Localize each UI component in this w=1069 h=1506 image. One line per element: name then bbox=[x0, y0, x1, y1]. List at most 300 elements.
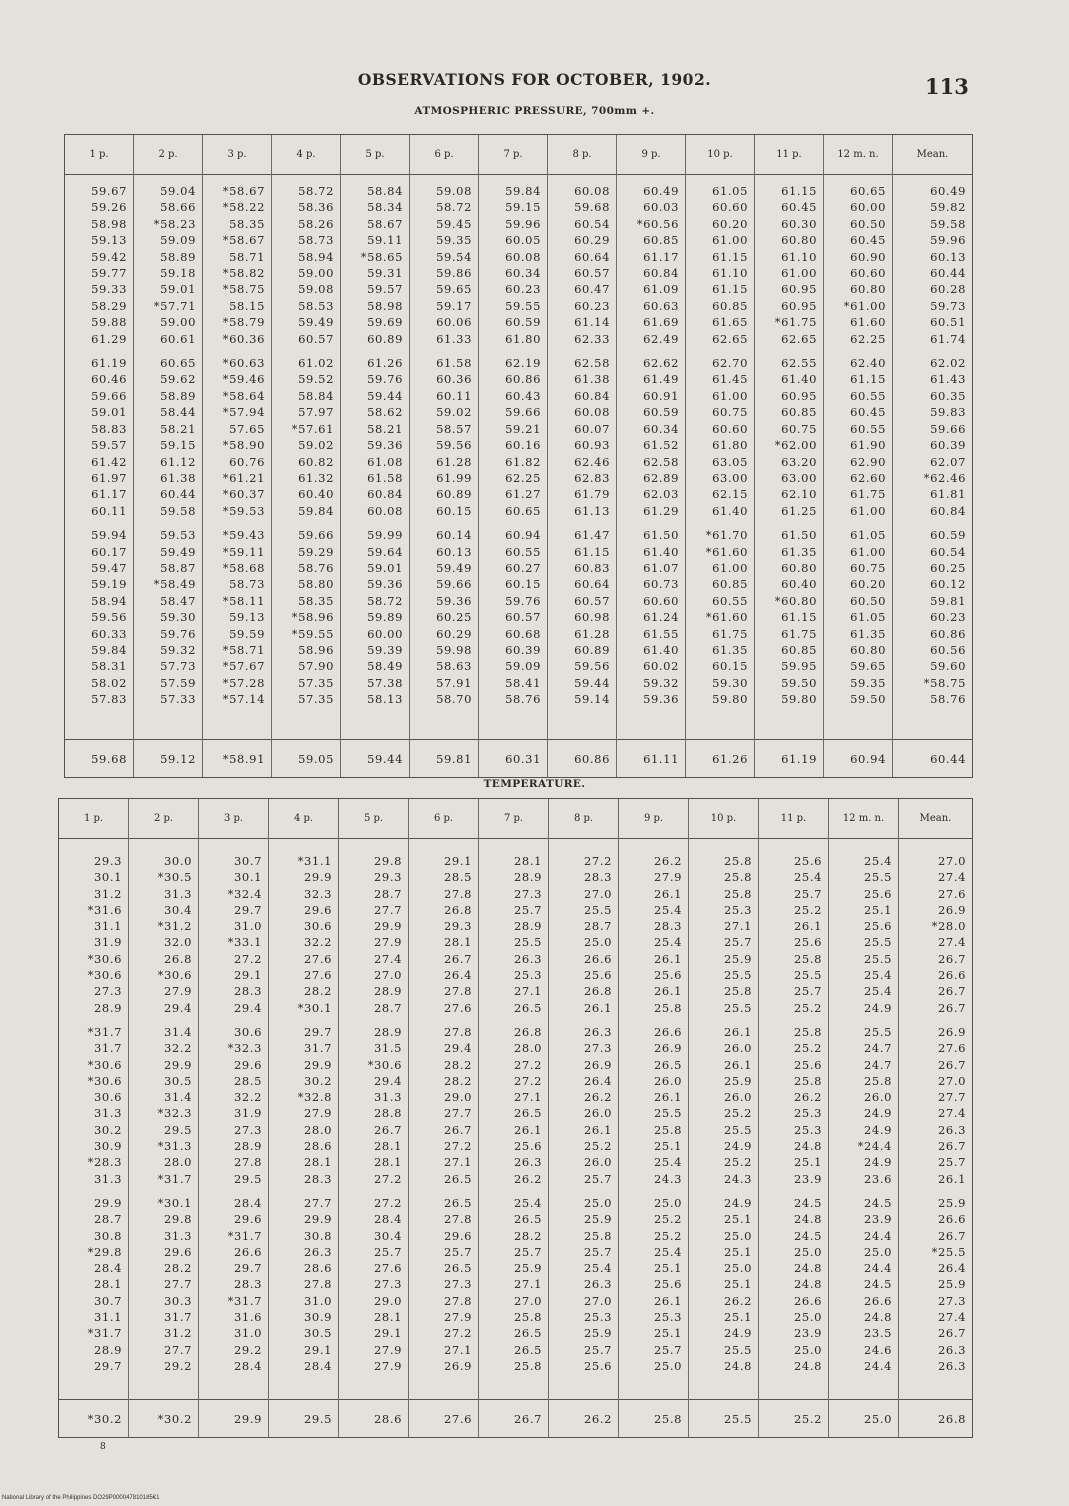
pressure-cell: *57.67 bbox=[222, 659, 265, 674]
temperature-cell: *32.4 bbox=[227, 886, 262, 901]
pressure-cell: 60.08 bbox=[574, 184, 610, 198]
temperature-cell: 31.0 bbox=[233, 1326, 262, 1341]
temperature-cell: 25.2 bbox=[653, 1212, 682, 1227]
temperature-cell: 25.7 bbox=[583, 1342, 612, 1357]
pressure-cell: 60.55 bbox=[712, 593, 748, 608]
temperature-cell: 27.9 bbox=[653, 870, 682, 885]
pressure-cell: 60.65 bbox=[160, 356, 196, 371]
temperature-cell: 25.2 bbox=[583, 1139, 612, 1154]
temperature-cell: 27.3 bbox=[443, 1277, 472, 1292]
temperature-day-group bbox=[158, 853, 192, 1016]
pressure-cell: 58.26 bbox=[298, 216, 334, 231]
temperature-cell: 27.2 bbox=[513, 1057, 542, 1072]
pressure-monthly-mean: 61.26 bbox=[686, 739, 754, 777]
temperature-cell: 30.4 bbox=[373, 1228, 402, 1243]
pressure-cell: 59.02 bbox=[298, 438, 334, 453]
pressure-cell: 61.15 bbox=[850, 372, 886, 387]
pressure-column bbox=[134, 135, 203, 777]
pressure-cell: 58.73 bbox=[298, 233, 334, 248]
pressure-cell: 61.49 bbox=[643, 372, 679, 387]
pressure-cell: 58.35 bbox=[298, 593, 334, 608]
temperature-cell: 27.7 bbox=[443, 1106, 472, 1121]
temperature-cell: 28.9 bbox=[513, 919, 542, 934]
temperature-cell: 25.4 bbox=[653, 1244, 682, 1259]
pressure-day-group bbox=[436, 355, 472, 519]
temperature-cell: 25.4 bbox=[793, 870, 822, 885]
pressure-cell: 60.44 bbox=[930, 266, 966, 281]
pressure-cell: 60.15 bbox=[436, 503, 472, 518]
temperature-cell: 25.8 bbox=[863, 1073, 892, 1088]
pressure-cell: *58.67 bbox=[222, 233, 265, 248]
pressure-cell: 59.29 bbox=[298, 544, 334, 559]
pressure-cell: 58.89 bbox=[160, 388, 196, 403]
temperature-cell: 26.1 bbox=[653, 886, 682, 901]
pressure-cell: 59.84 bbox=[91, 642, 127, 657]
pressure-cell: 61.05 bbox=[850, 610, 886, 625]
temperature-day-group bbox=[858, 1024, 892, 1187]
pressure-cell: 61.40 bbox=[781, 372, 817, 387]
pressure-cell: 58.94 bbox=[298, 249, 334, 264]
temperature-cell: 26.6 bbox=[583, 951, 612, 966]
pressure-cell: 59.00 bbox=[298, 266, 334, 281]
pressure-cell: 62.62 bbox=[643, 356, 679, 371]
temperature-cell: 28.9 bbox=[233, 1139, 262, 1154]
temperature-cell: 25.7 bbox=[653, 1342, 682, 1357]
pressure-cell: 58.29 bbox=[91, 298, 127, 313]
pressure-cell: 59.36 bbox=[643, 692, 679, 707]
temperature-column-header: 10 p. bbox=[689, 799, 758, 839]
temperature-day-group bbox=[304, 1195, 332, 1374]
pressure-day-group bbox=[775, 355, 817, 519]
temperature-cell: 29.1 bbox=[373, 1326, 402, 1341]
temperature-cell: 25.1 bbox=[793, 1155, 822, 1170]
temperature-cell: 25.4 bbox=[863, 968, 892, 983]
temperature-cell: 25.9 bbox=[937, 1195, 966, 1210]
temperature-cell: 25.8 bbox=[793, 1073, 822, 1088]
temperature-cell: 31.3 bbox=[163, 886, 192, 901]
pressure-cell: 58.47 bbox=[160, 593, 196, 608]
temperature-cell: 27.0 bbox=[937, 854, 966, 868]
temperature-cell: 29.2 bbox=[163, 1358, 192, 1373]
pressure-cell: 59.42 bbox=[91, 249, 127, 264]
temperature-day-group bbox=[374, 853, 402, 1016]
temperature-cell: 23.5 bbox=[863, 1326, 892, 1341]
pressure-cell: 59.49 bbox=[298, 315, 334, 330]
pressure-cell: 61.80 bbox=[712, 438, 748, 453]
pressure-day-group bbox=[154, 527, 196, 707]
temperature-cell: 27.1 bbox=[513, 1277, 542, 1292]
temperature-cell: 25.6 bbox=[793, 935, 822, 950]
pressure-cell: 58.84 bbox=[298, 388, 334, 403]
temperature-cell: 24.9 bbox=[863, 1106, 892, 1121]
temperature-cell: 29.6 bbox=[303, 902, 332, 917]
temperature-monthly-mean: 26.2 bbox=[549, 1399, 618, 1437]
pressure-cell: 59.76 bbox=[367, 372, 403, 387]
pressure-cell: 59.17 bbox=[436, 298, 472, 313]
temperature-cell: 24.8 bbox=[793, 1261, 822, 1276]
pressure-cell: 60.50 bbox=[850, 216, 886, 231]
temperature-cell: *31.7 bbox=[157, 1171, 192, 1186]
temperature-cell: 25.7 bbox=[513, 1244, 542, 1259]
pressure-cell: 59.19 bbox=[91, 577, 127, 592]
pressure-monthly-mean: 59.12 bbox=[134, 739, 202, 777]
temperature-cell: 26.2 bbox=[793, 1090, 822, 1105]
temperature-cell: 26.5 bbox=[513, 1000, 542, 1015]
temperature-cell: 28.9 bbox=[373, 1024, 402, 1039]
temperature-cell: 27.0 bbox=[513, 1293, 542, 1308]
pressure-day-group bbox=[850, 527, 886, 707]
pressure-cell: 59.32 bbox=[643, 675, 679, 690]
temperature-column-header: 4 p. bbox=[269, 799, 338, 839]
temperature-cell: 25.8 bbox=[723, 870, 752, 885]
pressure-cell: 58.76 bbox=[298, 560, 334, 575]
pressure-cell: 59.58 bbox=[930, 216, 966, 231]
pressure-cell: 59.80 bbox=[712, 692, 748, 707]
pressure-day-group bbox=[223, 355, 265, 519]
pressure-cell: 61.02 bbox=[298, 356, 334, 371]
pressure-cell: 61.75 bbox=[712, 626, 748, 641]
temperature-cell: 25.7 bbox=[793, 886, 822, 901]
temperature-cell: 25.4 bbox=[653, 1155, 682, 1170]
temperature-cell: 29.8 bbox=[373, 854, 402, 868]
pressure-cell: 63.00 bbox=[781, 470, 817, 485]
pressure-cell: *58.79 bbox=[222, 315, 265, 330]
temperature-cell: 28.3 bbox=[583, 870, 612, 885]
pressure-cell: 63.20 bbox=[781, 454, 817, 469]
pressure-column-header: 4 p. bbox=[272, 135, 340, 175]
temperature-cell: 25.4 bbox=[863, 854, 892, 868]
temperature-column bbox=[899, 799, 972, 1437]
pressure-cell: *62.00 bbox=[774, 438, 817, 453]
temperature-cell: 28.0 bbox=[303, 1122, 332, 1137]
temperature-column-header: 8 p. bbox=[549, 799, 618, 839]
pressure-cell: 60.86 bbox=[505, 372, 541, 387]
temperature-cell: 25.8 bbox=[513, 1358, 542, 1373]
temperature-cell: 24.5 bbox=[793, 1228, 822, 1243]
temperature-cell: 24.8 bbox=[793, 1212, 822, 1227]
temperature-cell: 32.2 bbox=[163, 1041, 192, 1056]
temperature-cell: 30.0 bbox=[163, 854, 192, 868]
temperature-cell: 25.5 bbox=[653, 1106, 682, 1121]
pressure-cell: 59.66 bbox=[505, 405, 541, 420]
temperature-cell: 28.4 bbox=[303, 1358, 332, 1373]
pressure-day-group bbox=[574, 355, 610, 519]
temperature-cell: 25.8 bbox=[513, 1310, 542, 1325]
pressure-cell: 59.47 bbox=[91, 560, 127, 575]
temperature-cell: 25.6 bbox=[863, 886, 892, 901]
temperature-cell: 27.3 bbox=[583, 1041, 612, 1056]
temperature-cell: 26.3 bbox=[937, 1122, 966, 1137]
pressure-cell: 61.24 bbox=[643, 610, 679, 625]
pressure-cell: 59.89 bbox=[367, 610, 403, 625]
temperature-cell: 25.8 bbox=[793, 951, 822, 966]
temperature-cell: 25.3 bbox=[513, 968, 542, 983]
temperature-cell: *31.1 bbox=[297, 854, 332, 868]
temperature-cell: 25.3 bbox=[583, 1310, 612, 1325]
temperature-day-group bbox=[444, 1195, 472, 1374]
pressure-cell: 58.72 bbox=[298, 184, 334, 198]
pressure-cell: 59.26 bbox=[91, 200, 127, 215]
pressure-cell: 63.00 bbox=[712, 470, 748, 485]
temperature-cell: 26.3 bbox=[583, 1277, 612, 1292]
temperature-cell: 25.7 bbox=[793, 984, 822, 999]
temperature-cell: 27.3 bbox=[93, 984, 122, 999]
footnote: 8 bbox=[100, 1442, 106, 1452]
pressure-cell: 59.55 bbox=[505, 298, 541, 313]
temperature-cell: 27.4 bbox=[937, 870, 966, 885]
pressure-cell: 58.41 bbox=[505, 675, 541, 690]
pressure-day-group bbox=[643, 355, 679, 519]
temperature-cell: 25.6 bbox=[583, 968, 612, 983]
temperature-cell: 27.6 bbox=[373, 1261, 402, 1276]
pressure-cell: *58.49 bbox=[153, 577, 196, 592]
pressure-day-group bbox=[223, 527, 265, 707]
pressure-day-group bbox=[712, 183, 748, 347]
temperature-cell: 25.9 bbox=[723, 1073, 752, 1088]
pressure-monthly-mean: 60.86 bbox=[548, 739, 616, 777]
pressure-cell: 60.13 bbox=[436, 544, 472, 559]
pressure-cell: 59.36 bbox=[436, 593, 472, 608]
pressure-cell: 59.66 bbox=[436, 577, 472, 592]
pressure-cell: 59.44 bbox=[574, 675, 610, 690]
temperature-cell: *32.3 bbox=[227, 1041, 262, 1056]
pressure-cell: 62.58 bbox=[574, 356, 610, 371]
temperature-cell: 25.4 bbox=[653, 935, 682, 950]
pressure-cell: 58.44 bbox=[160, 405, 196, 420]
temperature-cell: 31.4 bbox=[163, 1024, 192, 1039]
temperature-column bbox=[59, 799, 129, 1437]
pressure-cell: 60.46 bbox=[91, 372, 127, 387]
temperature-cell: 24.9 bbox=[723, 1326, 752, 1341]
temperature-cell: 29.3 bbox=[373, 870, 402, 885]
temperature-cell: 27.0 bbox=[373, 968, 402, 983]
pressure-cell: 59.18 bbox=[160, 266, 196, 281]
temperature-cell: 26.1 bbox=[793, 919, 822, 934]
temperature-cell: 27.3 bbox=[513, 886, 542, 901]
pressure-cell: 58.80 bbox=[298, 577, 334, 592]
pressure-cell: 60.80 bbox=[781, 233, 817, 248]
pressure-cell: 60.03 bbox=[643, 200, 679, 215]
temperature-monthly-mean: *30.2 bbox=[59, 1399, 128, 1437]
temperature-cell: 29.9 bbox=[163, 1057, 192, 1072]
pressure-cell: 60.57 bbox=[574, 593, 610, 608]
temperature-cell: 27.9 bbox=[163, 984, 192, 999]
temperature-cell: *28.3 bbox=[87, 1155, 122, 1170]
temperature-column bbox=[129, 799, 199, 1437]
pressure-cell: 59.13 bbox=[229, 610, 265, 625]
pressure-cell: 60.75 bbox=[850, 560, 886, 575]
pressure-cell: *58.82 bbox=[222, 266, 265, 281]
temperature-cell: 24.9 bbox=[863, 1155, 892, 1170]
temperature-cell: 27.2 bbox=[443, 1326, 472, 1341]
temperature-cell: 29.7 bbox=[303, 1024, 332, 1039]
temperature-cell: 31.9 bbox=[233, 1106, 262, 1121]
pressure-cell: 60.23 bbox=[505, 282, 541, 297]
temperature-day-group bbox=[724, 853, 752, 1016]
pressure-cell: 57.59 bbox=[160, 675, 196, 690]
pressure-cell: 60.55 bbox=[850, 421, 886, 436]
temperature-cell: 24.8 bbox=[863, 1310, 892, 1325]
temperature-cell: 31.2 bbox=[163, 1326, 192, 1341]
temperature-cell: 26.1 bbox=[653, 1090, 682, 1105]
temperature-cell: 27.4 bbox=[937, 1310, 966, 1325]
pressure-cell: *59.53 bbox=[222, 503, 265, 518]
temperature-cell: 24.3 bbox=[653, 1171, 682, 1186]
pressure-cell: 60.89 bbox=[574, 642, 610, 657]
pressure-cell: *61.60 bbox=[705, 544, 748, 559]
temperature-cell: 28.6 bbox=[303, 1261, 332, 1276]
pressure-cell: *61.60 bbox=[705, 610, 748, 625]
pressure-cell: 60.39 bbox=[930, 438, 966, 453]
pressure-cell: 60.06 bbox=[436, 315, 472, 330]
pressure-cell: *58.75 bbox=[222, 282, 265, 297]
pressure-cell: 59.08 bbox=[436, 184, 472, 198]
temperature-cell: 25.7 bbox=[937, 1155, 966, 1170]
temperature-cell: 28.5 bbox=[443, 870, 472, 885]
temperature-cell: 24.8 bbox=[723, 1358, 752, 1373]
temperature-column bbox=[479, 799, 549, 1437]
pressure-cell: 60.84 bbox=[574, 388, 610, 403]
pressure-day-group bbox=[574, 527, 610, 707]
temperature-cell: 29.9 bbox=[303, 1057, 332, 1072]
temperature-cell: 24.7 bbox=[863, 1057, 892, 1072]
pressure-cell: 61.27 bbox=[505, 487, 541, 502]
temperature-cell: 28.1 bbox=[513, 854, 542, 868]
pressure-cell: 61.69 bbox=[643, 315, 679, 330]
temperature-monthly-mean: 26.8 bbox=[899, 1399, 972, 1437]
temperature-cell: 25.6 bbox=[583, 1358, 612, 1373]
pressure-monthly-mean: *58.91 bbox=[203, 739, 271, 777]
pressure-cell: 60.13 bbox=[930, 249, 966, 264]
pressure-cell: 61.35 bbox=[850, 626, 886, 641]
temperature-cell: 29.1 bbox=[303, 1342, 332, 1357]
temperature-cell: 25.7 bbox=[723, 935, 752, 950]
temperature-cell: 26.8 bbox=[163, 951, 192, 966]
pressure-cell: 61.52 bbox=[643, 438, 679, 453]
pressure-cell: 62.89 bbox=[643, 470, 679, 485]
temperature-cell: 27.2 bbox=[443, 1139, 472, 1154]
pressure-cell: 60.55 bbox=[505, 544, 541, 559]
temperature-cell: 24.8 bbox=[793, 1139, 822, 1154]
temperature-cell: 25.7 bbox=[373, 1244, 402, 1259]
pressure-cell: 59.65 bbox=[850, 659, 886, 674]
temperature-cell: *32.3 bbox=[157, 1106, 192, 1121]
temperature-cell: 25.8 bbox=[723, 984, 752, 999]
temperature-cell: 27.4 bbox=[937, 935, 966, 950]
temperature-cell: 27.6 bbox=[937, 1041, 966, 1056]
temperature-cell: 25.0 bbox=[723, 1228, 752, 1243]
temperature-column bbox=[689, 799, 759, 1437]
temperature-day-group bbox=[158, 1195, 192, 1374]
pressure-cell: 61.15 bbox=[712, 282, 748, 297]
temperature-cell: 26.7 bbox=[937, 1057, 966, 1072]
pressure-cell: 60.23 bbox=[930, 610, 966, 625]
pressure-cell: 61.50 bbox=[643, 528, 679, 543]
temperature-cell: 28.1 bbox=[303, 1155, 332, 1170]
pressure-cell: 59.36 bbox=[367, 438, 403, 453]
temperature-cell: 26.3 bbox=[937, 1342, 966, 1357]
pressure-cell: 61.47 bbox=[574, 528, 610, 543]
pressure-cell: 59.15 bbox=[505, 200, 541, 215]
pressure-cell: 60.64 bbox=[574, 577, 610, 592]
pressure-cell: 61.75 bbox=[850, 487, 886, 502]
temperature-monthly-mean: *30.2 bbox=[129, 1399, 198, 1437]
pressure-cell: 59.76 bbox=[505, 593, 541, 608]
temperature-cell: 27.1 bbox=[443, 1342, 472, 1357]
pressure-cell: 61.99 bbox=[436, 470, 472, 485]
temperature-cell: 31.0 bbox=[303, 1293, 332, 1308]
temperature-cell: 26.2 bbox=[583, 1090, 612, 1105]
pressure-column-header: 7 p. bbox=[479, 135, 547, 175]
temperature-cell: 26.9 bbox=[443, 1358, 472, 1373]
pressure-day-group bbox=[91, 527, 127, 707]
temperature-cell: 26.2 bbox=[653, 854, 682, 868]
pressure-cell: 58.31 bbox=[91, 659, 127, 674]
pressure-cell: 59.01 bbox=[91, 405, 127, 420]
pressure-cell: 59.81 bbox=[930, 593, 966, 608]
pressure-cell: 60.29 bbox=[574, 233, 610, 248]
pressure-cell: 58.53 bbox=[298, 298, 334, 313]
temperature-cell: 26.8 bbox=[583, 984, 612, 999]
pressure-cell: 60.86 bbox=[930, 626, 966, 641]
temperature-cell: 30.8 bbox=[93, 1228, 122, 1243]
pressure-cell: 61.50 bbox=[781, 528, 817, 543]
temperature-cell: 25.1 bbox=[723, 1310, 752, 1325]
pressure-cell: 60.57 bbox=[298, 331, 334, 346]
pressure-cell: 61.08 bbox=[367, 454, 403, 469]
pressure-cell: 61.38 bbox=[574, 372, 610, 387]
pressure-day-group bbox=[367, 355, 403, 519]
pressure-cell: 60.60 bbox=[712, 421, 748, 436]
temperature-section-title: TEMPERATURE. bbox=[483, 778, 586, 790]
pressure-cell: 62.02 bbox=[930, 356, 966, 371]
pressure-day-group bbox=[361, 183, 403, 347]
temperature-cell: 28.9 bbox=[93, 1000, 122, 1015]
temperature-cell: 29.4 bbox=[443, 1041, 472, 1056]
pressure-cell: 58.15 bbox=[229, 298, 265, 313]
temperature-cell: *31.3 bbox=[157, 1139, 192, 1154]
temperature-cell: 26.7 bbox=[373, 1122, 402, 1137]
temperature-cell: *31.6 bbox=[87, 902, 122, 917]
pressure-cell: 59.67 bbox=[91, 184, 127, 198]
pressure-cell: 60.82 bbox=[298, 454, 334, 469]
temperature-cell: 28.7 bbox=[93, 1212, 122, 1227]
pressure-cell: 60.08 bbox=[505, 249, 541, 264]
pressure-day-group bbox=[924, 355, 966, 519]
pressure-cell: *59.46 bbox=[222, 372, 265, 387]
temperature-cell: 28.5 bbox=[233, 1073, 262, 1088]
temperature-cell: 30.4 bbox=[163, 902, 192, 917]
pressure-cell: 61.05 bbox=[712, 184, 748, 198]
temperature-cell: 25.1 bbox=[723, 1277, 752, 1292]
pressure-cell: 57.65 bbox=[229, 421, 265, 436]
temperature-cell: *30.1 bbox=[157, 1195, 192, 1210]
temperature-cell: 27.3 bbox=[373, 1277, 402, 1292]
temperature-cell: 28.0 bbox=[163, 1155, 192, 1170]
temperature-cell: 28.4 bbox=[233, 1195, 262, 1210]
pressure-cell: 61.97 bbox=[91, 470, 127, 485]
temperature-cell: *31.7 bbox=[87, 1024, 122, 1039]
pressure-column bbox=[341, 135, 410, 777]
temperature-day-group bbox=[938, 1024, 966, 1187]
pressure-cell: 58.84 bbox=[367, 184, 403, 198]
temperature-cell: 25.6 bbox=[793, 854, 822, 868]
temperature-column bbox=[269, 799, 339, 1437]
temperature-day-group bbox=[654, 1195, 682, 1374]
temperature-cell: 25.9 bbox=[583, 1326, 612, 1341]
temperature-cell: 27.1 bbox=[513, 984, 542, 999]
pressure-cell: 61.00 bbox=[781, 266, 817, 281]
